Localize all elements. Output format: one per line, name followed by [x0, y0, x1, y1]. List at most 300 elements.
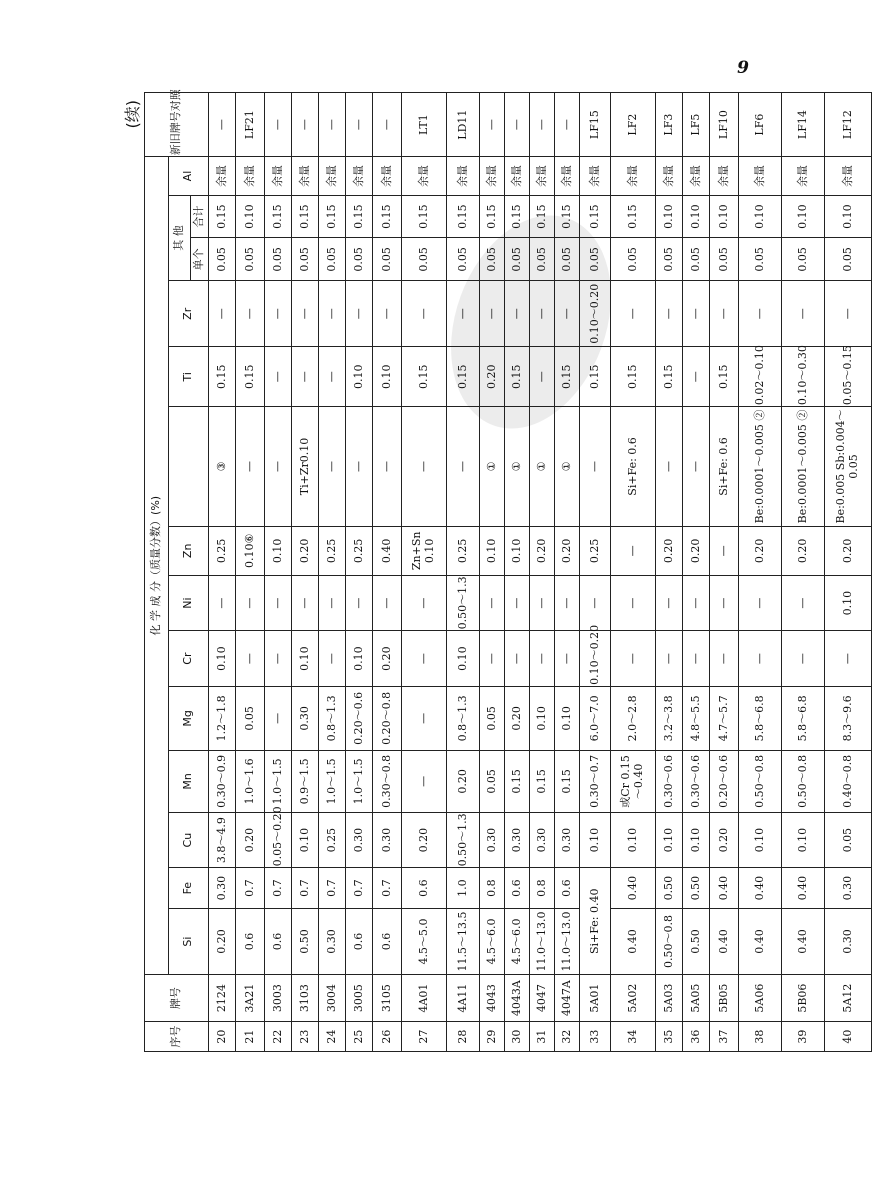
cell-cr: 0.10	[447, 631, 480, 687]
cell-al: 余量	[782, 157, 825, 196]
cell-mn: 1.0～1.5	[265, 750, 292, 812]
cell-mg: 0.20～0.6	[346, 686, 373, 750]
cell-al: 余量	[505, 157, 530, 196]
cell-cu: 0.05	[825, 812, 872, 868]
cell-no: 33	[580, 1022, 611, 1052]
cell-fe: 0.30	[209, 868, 236, 909]
cell-ti: 0.10	[346, 347, 373, 407]
cell-si: 4.5～5.0	[402, 908, 447, 974]
cell-si: 0.20	[209, 908, 236, 974]
cell-grade: 4047	[530, 975, 555, 1022]
table-row	[292, 93, 319, 1052]
cell-cr: —	[710, 631, 739, 687]
cell-ti: 0.05～0.15	[825, 347, 872, 407]
cell-total: 0.15	[402, 195, 447, 238]
table-row	[580, 93, 611, 1052]
cell-single: 0.05	[555, 238, 580, 281]
cell-ti: —	[265, 347, 292, 407]
cell-ti: —	[683, 347, 710, 407]
cell-grade: 5B05	[710, 975, 739, 1022]
cell-total: 0.15	[319, 195, 346, 238]
cell-mn: 0.05	[480, 750, 505, 812]
cell-cu: 0.20	[402, 812, 447, 868]
cell-al: 余量	[611, 157, 656, 196]
cell-zn: 0.10	[505, 526, 530, 575]
cell-note: ①	[505, 407, 530, 527]
cell-fe: 0.50	[683, 868, 710, 909]
cell-ni: 0.50～1.3	[447, 575, 480, 631]
cell-old: LF2	[611, 93, 656, 157]
cell-ti: 0.10～0.30	[782, 347, 825, 407]
cell-note: —	[373, 407, 402, 527]
cell-no: 34	[611, 1022, 656, 1052]
header-seq: 序号	[145, 1022, 209, 1052]
cell-old: LD11	[447, 93, 480, 157]
cell-zn: 0.20	[656, 526, 683, 575]
cell-ti: —	[292, 347, 319, 407]
cell-zn: 0.20	[555, 526, 580, 575]
table-row	[265, 93, 292, 1052]
cell-old: LF5	[683, 93, 710, 157]
cell-cr: —	[825, 631, 872, 687]
cell-ni: —	[373, 575, 402, 631]
cell-zn: 0.25	[447, 526, 480, 575]
cell-cu: 0.20	[236, 812, 265, 868]
cell-al: 余量	[373, 157, 402, 196]
cell-mg: 0.8～1.3	[319, 686, 346, 750]
cell-cr: —	[683, 631, 710, 687]
cell-cu: 0.30	[530, 812, 555, 868]
cell-si: 0.40	[611, 908, 656, 974]
cell-no: 36	[683, 1022, 710, 1052]
cell-grade: 5A05	[683, 975, 710, 1022]
cell-ni: —	[480, 575, 505, 631]
cell-mg: —	[402, 686, 447, 750]
table-row	[782, 93, 825, 1052]
cell-no: 23	[292, 1022, 319, 1052]
cell-no: 37	[710, 1022, 739, 1052]
cell-single: 0.05	[683, 238, 710, 281]
cell-single: 0.05	[505, 238, 530, 281]
cell-no: 28	[447, 1022, 480, 1052]
cell-cu: 0.05～0.20	[265, 812, 292, 868]
cell-cu: 0.50～1.3	[447, 812, 480, 868]
cell-cr: —	[656, 631, 683, 687]
cell-note: ①	[480, 407, 505, 527]
cell-mn: 0.30～0.6	[683, 750, 710, 812]
cell-cr: 0.10	[346, 631, 373, 687]
cell-mn: 0.50～0.8	[782, 750, 825, 812]
cell-fe: 0.7	[236, 868, 265, 909]
cell-mn: —	[402, 750, 447, 812]
cell-ti: 0.15	[236, 347, 265, 407]
cell-no: 26	[373, 1022, 402, 1052]
cell-zr: —	[530, 281, 555, 347]
cell-mn: 1.0～1.5	[346, 750, 373, 812]
cell-note: —	[656, 407, 683, 527]
cell-mg: 4.8～5.5	[683, 686, 710, 750]
cell-zr: —	[825, 281, 872, 347]
cell-cu: 0.10	[782, 812, 825, 868]
cell-cu: 0.30	[480, 812, 505, 868]
cell-old: —	[209, 93, 236, 157]
cell-cu: 0.10	[580, 812, 611, 868]
cell-si: 0.6	[346, 908, 373, 974]
cell-no: 22	[265, 1022, 292, 1052]
header-mg: Mg	[169, 686, 209, 750]
cell-al: 余量	[580, 157, 611, 196]
cell-single: 0.05	[580, 238, 611, 281]
cell-si: 0.30	[319, 908, 346, 974]
cell-mn: 0.15	[505, 750, 530, 812]
cell-grade: 5B06	[782, 975, 825, 1022]
cell-note: —	[265, 407, 292, 527]
cell-mg: 0.10	[555, 686, 580, 750]
cell-mg: —	[265, 686, 292, 750]
cell-note: —	[580, 407, 611, 527]
cell-total: 0.15	[480, 195, 505, 238]
cell-zn: 0.25	[319, 526, 346, 575]
cell-cu: 0.25	[319, 812, 346, 868]
cell-no: 32	[555, 1022, 580, 1052]
cell-old: LF14	[782, 93, 825, 157]
cell-mn: 0.30～0.8	[373, 750, 402, 812]
cell-ti: 0.15	[505, 347, 530, 407]
cell-si: 11.0～13.0	[530, 908, 555, 974]
cell-ni: —	[209, 575, 236, 631]
cell-total: 0.10	[825, 195, 872, 238]
rotated-table-area	[123, 89, 860, 1052]
cell-old: —	[530, 93, 555, 157]
cell-fe: 0.40	[782, 868, 825, 909]
cell-mg: 0.30	[292, 686, 319, 750]
cell-ni: —	[782, 575, 825, 631]
cell-al: 余量	[739, 157, 782, 196]
cell-zn: 0.20	[739, 526, 782, 575]
cell-old: —	[373, 93, 402, 157]
cell-single: 0.05	[656, 238, 683, 281]
cell-si: 0.40	[739, 908, 782, 974]
cell-total: 0.15	[209, 195, 236, 238]
cell-cu: 0.10	[292, 812, 319, 868]
cell-fe: 0.50	[656, 868, 683, 909]
header-ti: Ti	[169, 347, 209, 407]
cell-single: 0.05	[346, 238, 373, 281]
cell-single: 0.05	[611, 238, 656, 281]
cell-fe: 0.6	[555, 868, 580, 909]
cell-ti: 0.15	[209, 347, 236, 407]
cell-cr: —	[319, 631, 346, 687]
cell-cr: —	[236, 631, 265, 687]
cell-no: 20	[209, 1022, 236, 1052]
table-row	[611, 93, 656, 1052]
cell-single: 0.05	[480, 238, 505, 281]
cell-si: 4.5～6.0	[480, 908, 505, 974]
cell-al: 余量	[292, 157, 319, 196]
cell-note: ①	[530, 407, 555, 527]
cell-cr: —	[265, 631, 292, 687]
cell-mg: 0.10	[530, 686, 555, 750]
cell-ti: 0.10	[373, 347, 402, 407]
cell-zn: —	[611, 526, 656, 575]
cell-single: 0.05	[292, 238, 319, 281]
header-cu: Cu	[169, 812, 209, 868]
cell-cr: 0.10～0.20	[580, 631, 611, 687]
cell-ni: 0.10	[825, 575, 872, 631]
cell-ni: —	[319, 575, 346, 631]
cell-old: LF10	[710, 93, 739, 157]
cell-single: 0.05	[236, 238, 265, 281]
cell-no: 25	[346, 1022, 373, 1052]
cell-zr: —	[265, 281, 292, 347]
cell-zr: —	[292, 281, 319, 347]
cell-si: 0.50～0.8	[656, 908, 683, 974]
cell-si: Si+Fe: 0.40	[580, 868, 611, 975]
cell-old: —	[505, 93, 530, 157]
cell-mg: 4.7～5.7	[710, 686, 739, 750]
cell-grade: 3004	[319, 975, 346, 1022]
cell-old: —	[480, 93, 505, 157]
cell-zr: —	[710, 281, 739, 347]
cell-zr: —	[782, 281, 825, 347]
cell-zn: Zn+Sn 0.10	[402, 526, 447, 575]
table-row	[656, 93, 683, 1052]
header-cr: Cr	[169, 631, 209, 687]
cell-al: 余量	[265, 157, 292, 196]
cell-fe: 0.7	[373, 868, 402, 909]
cell-fe: 0.7	[346, 868, 373, 909]
cell-total: 0.10	[710, 195, 739, 238]
cell-total: 0.15	[505, 195, 530, 238]
cell-old: —	[265, 93, 292, 157]
cell-total: 0.10	[683, 195, 710, 238]
cell-cr: 0.10	[292, 631, 319, 687]
cell-total: 0.15	[447, 195, 480, 238]
cell-ni: —	[346, 575, 373, 631]
cell-cr: —	[782, 631, 825, 687]
cell-total: 0.10	[656, 195, 683, 238]
cell-old: —	[319, 93, 346, 157]
cell-cr: —	[530, 631, 555, 687]
cell-ni: —	[402, 575, 447, 631]
table-row	[505, 93, 530, 1052]
header-others: 其 他	[169, 195, 191, 280]
cell-total: 0.10	[739, 195, 782, 238]
cell-ni: —	[710, 575, 739, 631]
cell-note: Be:0.0001～0.005 ②	[739, 407, 782, 527]
cell-grade: 5A01	[580, 975, 611, 1022]
table-row	[555, 93, 580, 1052]
cell-fe: 0.7	[292, 868, 319, 909]
table-row	[346, 93, 373, 1052]
cell-total: 0.10	[782, 195, 825, 238]
cell-fe: 0.7	[319, 868, 346, 909]
header-fe: Fe	[169, 868, 209, 909]
cell-zr: —	[656, 281, 683, 347]
cell-mg: 0.20～0.8	[373, 686, 402, 750]
cell-zr: —	[373, 281, 402, 347]
cell-mg: 5.8～6.8	[782, 686, 825, 750]
cell-old: —	[555, 93, 580, 157]
cell-grade: 4047A	[555, 975, 580, 1022]
cell-grade: 5A02	[611, 975, 656, 1022]
cell-fe: 0.40	[739, 868, 782, 909]
cell-zr: —	[683, 281, 710, 347]
cell-mn: 0.9～1.5	[292, 750, 319, 812]
cell-ni: —	[236, 575, 265, 631]
cell-fe: 0.6	[402, 868, 447, 909]
cell-cr: 0.20	[373, 631, 402, 687]
cell-zr: —	[236, 281, 265, 347]
cell-ti: 0.15	[656, 347, 683, 407]
table-row	[209, 93, 236, 1052]
cell-ni: —	[292, 575, 319, 631]
cell-al: 余量	[346, 157, 373, 196]
cell-old: LF15	[580, 93, 611, 157]
cell-grade: 4A01	[402, 975, 447, 1022]
header-grade: 牌号	[145, 975, 209, 1022]
cell-si: 0.6	[236, 908, 265, 974]
table-row	[402, 93, 447, 1052]
table-row	[683, 93, 710, 1052]
cell-ti: 0.15	[447, 347, 480, 407]
cell-cr: —	[739, 631, 782, 687]
cell-mg: 0.8～1.3	[447, 686, 480, 750]
cell-grade: 4043	[480, 975, 505, 1022]
cell-grade: 3005	[346, 975, 373, 1022]
cell-no: 38	[739, 1022, 782, 1052]
cell-no: 24	[319, 1022, 346, 1052]
cell-cu: 0.30	[555, 812, 580, 868]
page-number: 9	[737, 58, 749, 78]
cell-zr: —	[739, 281, 782, 347]
cell-zn: —	[710, 526, 739, 575]
header-si: Si	[169, 908, 209, 974]
alloy-composition-table	[144, 89, 872, 1052]
cell-total: 0.15	[530, 195, 555, 238]
cell-grade: 5A03	[656, 975, 683, 1022]
cell-mn: 0.20	[447, 750, 480, 812]
cell-grade: 3A21	[236, 975, 265, 1022]
cell-al: 余量	[555, 157, 580, 196]
cell-ti: 0.02～0.10	[739, 347, 782, 407]
cell-al: 余量	[236, 157, 265, 196]
cell-note: —	[683, 407, 710, 527]
cell-si: 0.50	[292, 908, 319, 974]
cell-no: 21	[236, 1022, 265, 1052]
cell-si: 0.30	[825, 908, 872, 974]
cell-mg: 0.20	[505, 686, 530, 750]
cell-single: 0.05	[373, 238, 402, 281]
cell-no: 27	[402, 1022, 447, 1052]
table-row	[739, 93, 782, 1052]
cell-si: 11.5～13.5	[447, 908, 480, 974]
cell-old: LF3	[656, 93, 683, 157]
cell-single: 0.05	[447, 238, 480, 281]
cell-total: 0.15	[580, 195, 611, 238]
cell-cu: 0.10	[656, 812, 683, 868]
cell-zn: 0.20	[530, 526, 555, 575]
cell-zr: —	[319, 281, 346, 347]
header-composition: 化 学 成 分（质量分数）(%)	[145, 157, 169, 975]
cell-grade: 5A12	[825, 975, 872, 1022]
cell-ti: 0.15	[580, 347, 611, 407]
cell-mg: 0.05	[480, 686, 505, 750]
cell-al: 余量	[710, 157, 739, 196]
table-row	[447, 93, 480, 1052]
cell-note: Be:0.0001～0.005 ②	[782, 407, 825, 527]
cell-grade: 4043A	[505, 975, 530, 1022]
cell-mn: 0.30～0.9	[209, 750, 236, 812]
cell-cu: 0.10	[739, 812, 782, 868]
cell-mg: 3.2～3.8	[656, 686, 683, 750]
cell-zr: —	[209, 281, 236, 347]
cell-note: —	[346, 407, 373, 527]
cell-al: 余量	[447, 157, 480, 196]
cell-old: LF21	[236, 93, 265, 157]
cell-total: 0.15	[373, 195, 402, 238]
cell-single: 0.05	[739, 238, 782, 281]
cell-grade: 4A11	[447, 975, 480, 1022]
cell-ni: —	[580, 575, 611, 631]
cell-single: 0.05	[825, 238, 872, 281]
table-caption: (续)	[123, 100, 142, 129]
cell-zn: 0.40	[373, 526, 402, 575]
cell-fe: 1.0	[447, 868, 480, 909]
cell-cr: 0.10	[209, 631, 236, 687]
cell-al: 余量	[825, 157, 872, 196]
cell-mn: 0.30～0.6	[656, 750, 683, 812]
cell-fe: 0.8	[530, 868, 555, 909]
cell-mn: 0.20～0.6	[710, 750, 739, 812]
cell-total: 0.10	[236, 195, 265, 238]
cell-ni: —	[683, 575, 710, 631]
cell-mn: 0.50～0.8	[739, 750, 782, 812]
cell-ti: 0.20	[480, 347, 505, 407]
cell-fe: 0.8	[480, 868, 505, 909]
cell-ti: 0.15	[402, 347, 447, 407]
cell-grade: 3003	[265, 975, 292, 1022]
cell-single: 0.05	[265, 238, 292, 281]
cell-fe: 0.7	[265, 868, 292, 909]
cell-ni: —	[265, 575, 292, 631]
cell-cr: —	[480, 631, 505, 687]
header-ni: Ni	[169, 575, 209, 631]
cell-single: 0.05	[319, 238, 346, 281]
cell-no: 35	[656, 1022, 683, 1052]
cell-si: 0.40	[710, 908, 739, 974]
cell-old: LT1	[402, 93, 447, 157]
cell-mg: 6.0～7.0	[580, 686, 611, 750]
cell-ni: —	[739, 575, 782, 631]
header-single: 单个	[191, 238, 209, 281]
cell-cr: —	[555, 631, 580, 687]
cell-mn: 1.0～1.5	[319, 750, 346, 812]
cell-old: —	[292, 93, 319, 157]
table-body	[209, 93, 872, 1052]
header-zn: Zn	[169, 526, 209, 575]
cell-al: 余量	[402, 157, 447, 196]
cell-zn: 0.25	[346, 526, 373, 575]
cell-cu: 0.10	[683, 812, 710, 868]
cell-zr: —	[346, 281, 373, 347]
cell-ti: 0.15	[611, 347, 656, 407]
cell-old: LF6	[739, 93, 782, 157]
cell-fe: 0.30	[825, 868, 872, 909]
cell-fe: 0.40	[710, 868, 739, 909]
table-row	[825, 93, 872, 1052]
header-note	[169, 407, 209, 527]
